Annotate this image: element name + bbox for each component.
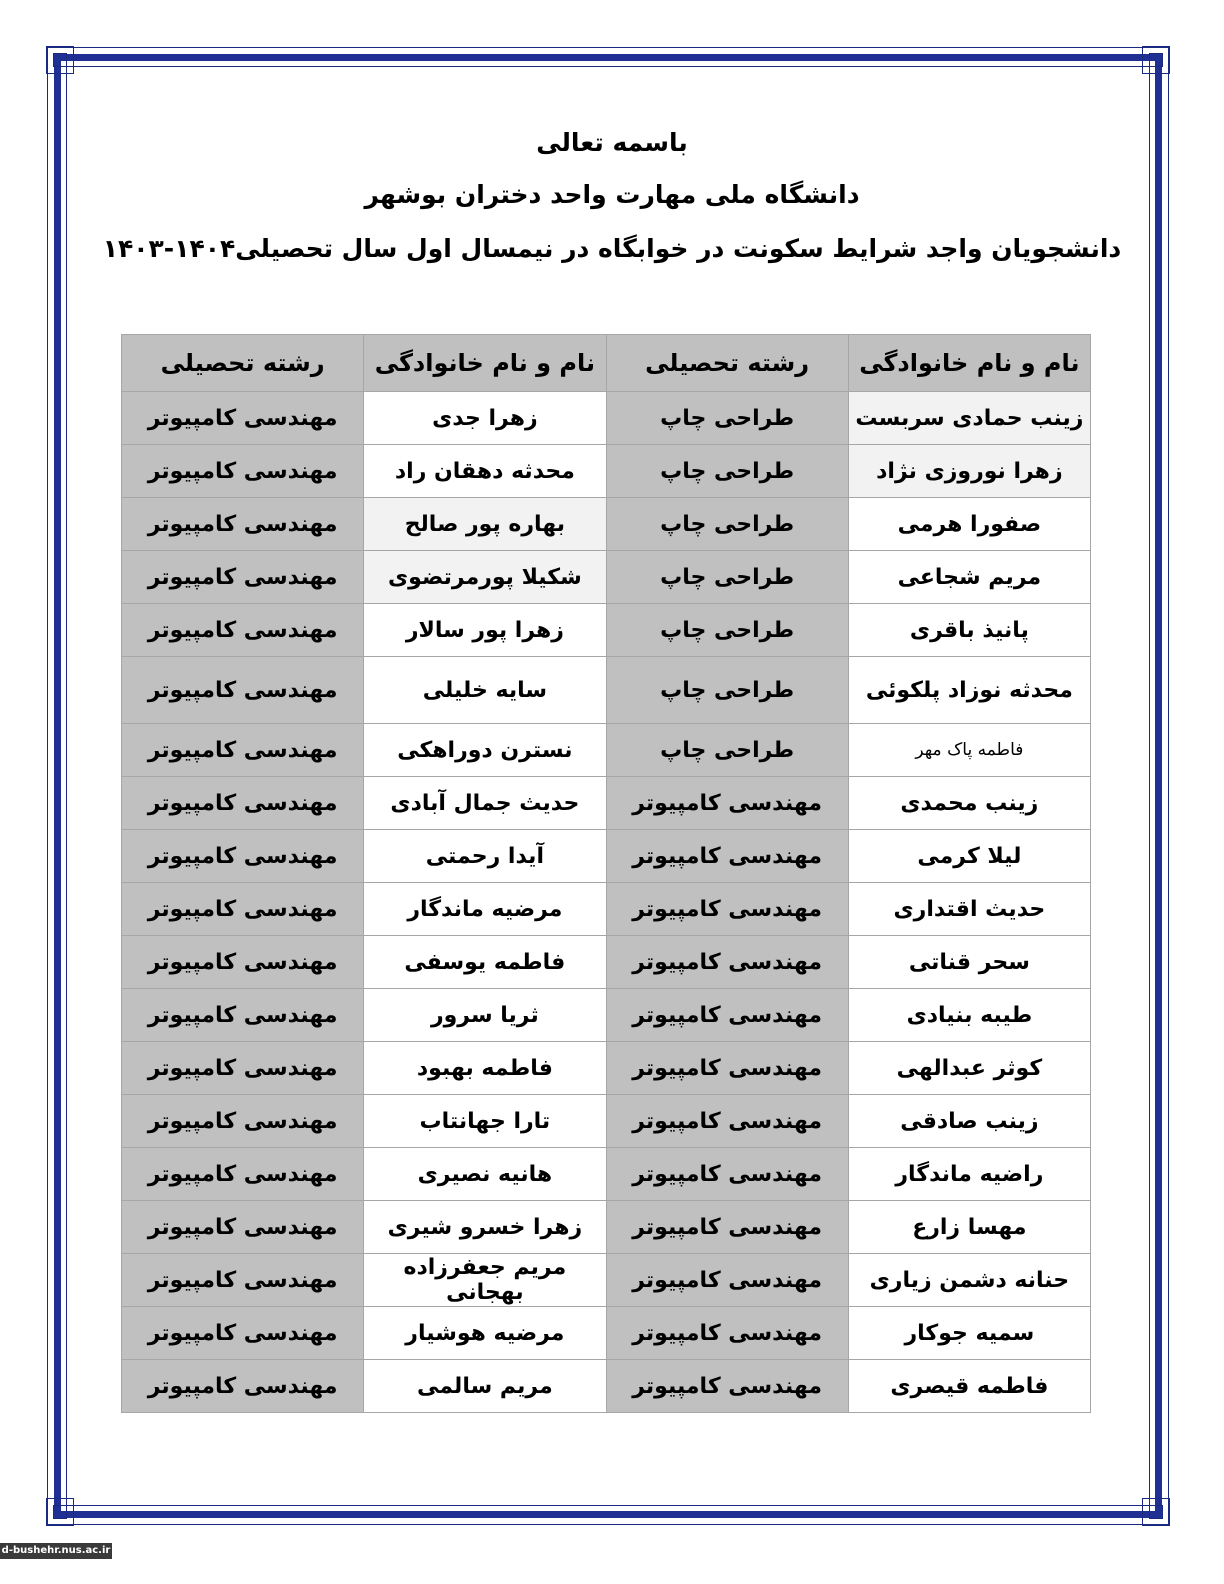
major-cell: مهندسی کامپیوتر [122,604,364,657]
table-row [122,777,1091,830]
corner-ornament-top-right [1142,46,1170,74]
major-cell: مهندسی کامپیوتر [122,883,364,936]
corner-ornament-top-left [46,46,74,74]
table-row [122,604,1091,657]
student-name-cell: مریم سالمی [364,1360,606,1413]
student-name-cell: کوثر عبدالهی [848,1042,1090,1095]
student-name-cell: مهسا زارع [848,1201,1090,1254]
major-cell: طراحی چاپ [606,551,848,604]
table-row [122,883,1091,936]
table-row [122,989,1091,1042]
student-name-cell: زینب صادقی [848,1095,1090,1148]
table-row [122,445,1091,498]
major-cell: طراحی چاپ [606,657,848,724]
table-row [122,1307,1091,1360]
corner-ornament-bottom-right [1142,1498,1170,1526]
institution-name: دانشگاه ملی مهارت واحد دختران بوشهر [364,180,860,209]
major-cell: مهندسی کامپیوتر [606,1307,848,1360]
student-name-cell: آیدا رحمتی [364,830,606,883]
student-name-cell: فاطمه یوسفی [364,936,606,989]
student-name-cell: زینب محمدی [848,777,1090,830]
student-name-cell: حنانه دشمن زیاری [848,1254,1090,1307]
major-cell: مهندسی کامپیوتر [122,1148,364,1201]
student-name-cell: فاطمه پاک مهر [848,724,1090,777]
student-name-cell: حدیث اقتداری [848,883,1090,936]
major-cell: مهندسی کامپیوتر [606,830,848,883]
major-cell: مهندسی کامپیوتر [606,936,848,989]
table-row [122,392,1091,445]
student-name-cell: زهرا جدی [364,392,606,445]
student-name-cell: پانیذ باقری [848,604,1090,657]
student-name-cell: فاطمه قیصری [848,1360,1090,1413]
student-name-cell: مرضیه هوشیار [364,1307,606,1360]
major-cell: مهندسی کامپیوتر [122,657,364,724]
major-cell: طراحی چاپ [606,392,848,445]
student-name-cell: هانیه نصیری [364,1148,606,1201]
major-cell: مهندسی کامپیوتر [122,498,364,551]
table-row [122,1042,1091,1095]
student-name-cell: زهرا نوروزی نژاد [848,445,1090,498]
student-name-cell: حدیث جمال آبادی [364,777,606,830]
major-cell: مهندسی کامپیوتر [122,1095,364,1148]
students-table [121,334,1091,1413]
student-name-cell: مریم جعفرزاده بهجانی [364,1254,606,1307]
major-cell: مهندسی کامپیوتر [606,1148,848,1201]
student-name-cell: شکیلا پورمرتضوی [364,551,606,604]
major-cell: مهندسی کامپیوتر [122,1201,364,1254]
major-cell: مهندسی کامپیوتر [122,1360,364,1413]
student-name-cell: سحر قناتی [848,936,1090,989]
major-cell: مهندسی کامپیوتر [122,445,364,498]
table-row [122,1201,1091,1254]
student-name-cell: زهرا خسرو شیری [364,1201,606,1254]
major-cell: مهندسی کامپیوتر [122,936,364,989]
major-cell: مهندسی کامپیوتر [606,989,848,1042]
table-row [122,551,1091,604]
major-cell: مهندسی کامپیوتر [606,1201,848,1254]
students-table-container [121,334,1091,1413]
major-cell: مهندسی کامپیوتر [122,777,364,830]
document-title: دانشجویان واجد شرایط سکونت در خوابگاه در نیمسال اول سال تحصیلی۱۴۰۴-۱۴۰۳ [102,234,1122,263]
major-cell: طراحی چاپ [606,445,848,498]
major-cell: مهندسی کامپیوتر [606,883,848,936]
major-cell: مهندسی کامپیوتر [606,777,848,830]
major-cell: مهندسی کامپیوتر [122,551,364,604]
table-row [122,1148,1091,1201]
student-name-cell: بهاره پور صالح [364,498,606,551]
student-name-cell: فاطمه بهبود [364,1042,606,1095]
column-header-major-2: رشته تحصیلی [122,335,364,392]
student-name-cell: زهرا پور سالار [364,604,606,657]
table-row [122,657,1091,724]
student-name-cell: نسترن دوراهکی [364,724,606,777]
student-name-cell: مریم شجاعی [848,551,1090,604]
major-cell: مهندسی کامپیوتر [606,1254,848,1307]
major-cell: مهندسی کامپیوتر [122,830,364,883]
student-name-cell: طیبه بنیادی [848,989,1090,1042]
student-name-cell: راضیه ماندگار [848,1148,1090,1201]
major-cell: طراحی چاپ [606,498,848,551]
corner-ornament-bottom-left [46,1498,74,1526]
table-row [122,724,1091,777]
column-header-name-2: نام و نام خانوادگی [364,335,606,392]
column-header-major-1: رشته تحصیلی [606,335,848,392]
table-row [122,1254,1091,1307]
major-cell: مهندسی کامپیوتر [606,1042,848,1095]
student-name-cell: سایه خلیلی [364,657,606,724]
student-name-cell: صفورا هرمی [848,498,1090,551]
major-cell: مهندسی کامپیوتر [122,392,364,445]
student-name-cell: مرضیه ماندگار [364,883,606,936]
major-cell: مهندسی کامپیوتر [122,724,364,777]
student-name-cell: لیلا کرمی [848,830,1090,883]
student-name-cell: سمیه جوکار [848,1307,1090,1360]
major-cell: مهندسی کامپیوتر [606,1360,848,1413]
table-row [122,498,1091,551]
major-cell: مهندسی کامپیوتر [122,989,364,1042]
student-name-cell: ثریا سرور [364,989,606,1042]
table-row [122,936,1091,989]
major-cell: طراحی چاپ [606,604,848,657]
major-cell: مهندسی کامپیوتر [122,1254,364,1307]
table-row [122,1095,1091,1148]
invocation-heading: باسمه تعالی [536,128,688,157]
student-name-cell: محدثه نوزاد پلکوئی [848,657,1090,724]
table-row [122,830,1091,883]
source-watermark: d-bushehr.nus.ac.ir [0,1543,112,1559]
major-cell: مهندسی کامپیوتر [122,1042,364,1095]
table-row [122,1360,1091,1413]
column-header-name-1: نام و نام خانوادگی [848,335,1090,392]
table-header-row [122,335,1091,392]
student-name-cell: محدثه دهقان راد [364,445,606,498]
student-name-cell: زینب حمادی سربست [848,392,1090,445]
major-cell: طراحی چاپ [606,724,848,777]
major-cell: مهندسی کامپیوتر [122,1307,364,1360]
student-name-cell: تارا جهانتاب [364,1095,606,1148]
major-cell: مهندسی کامپیوتر [606,1095,848,1148]
